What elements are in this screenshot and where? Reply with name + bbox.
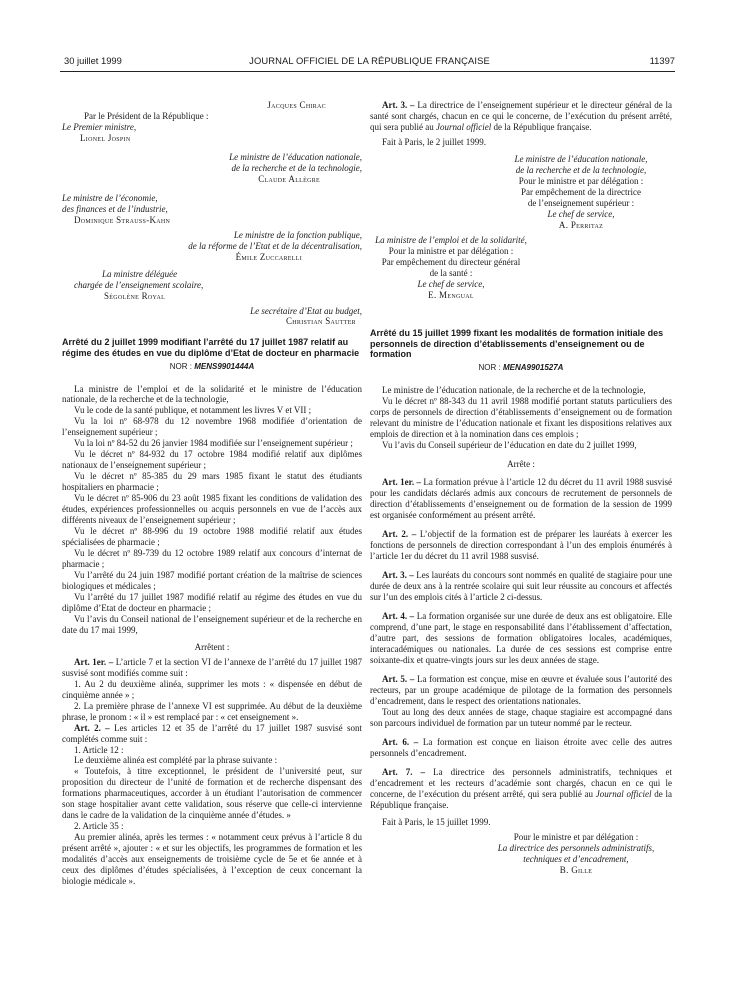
article-text: de la République française. <box>370 788 673 810</box>
article <box>370 477 672 521</box>
signatory-title: Le ministre de l’économie, <box>62 192 158 203</box>
arrete-heading: Arrête : <box>507 458 535 469</box>
signatory-title: de la recherche et de la technologie, <box>515 164 647 175</box>
signatory-title: Le chef de service, <box>547 208 615 219</box>
nor-reference <box>370 363 672 373</box>
signature-line: Par empêchement de la directrice <box>521 186 641 197</box>
paragraph: « Toutefois, à titre exceptionnel, le président de l’université peut, sur proposition du directeur de l’unité de formation et de recherche dispensant des formations pharmaceutiques, accorder à un étudiant l’autorisation de commencer son stage hospitalier avant cette validation, sous réserve que celle-ci intervienne dans le cadre de la validation de la cinquième année d’études. » <box>62 766 362 821</box>
paragraph: Vu le décret nº 85-385 du 29 mars 1985 fixant le statut des étudiants hospitaliers en pharmacie ; <box>62 471 362 493</box>
signatory-title: Le secrétaire d’Etat au budget, <box>250 305 362 316</box>
paragraph: Vu le décret nº 89-739 du 12 octobre 1989 relatif aux concours d’internat de pharmacie ; <box>62 548 362 569</box>
signature-block-1 <box>62 100 362 327</box>
signatory-name: B. Gille <box>559 864 593 875</box>
article-text: L’article 7 et la section VI de l’annexe de l’arrêté du 17 juillet 1987 susvisé sont modifiés comme suit : <box>62 656 363 678</box>
signatory-title: de la réforme de l’Etat et de la décentralisation, <box>188 240 362 251</box>
article-label: Art. 2. – <box>74 722 110 733</box>
paragraph: 1. Article 12 : <box>74 744 124 755</box>
signatory-name: Jacques Chirac <box>267 100 326 110</box>
nor-code: MENA9901527A <box>502 362 564 372</box>
article-label: Art. 7. – <box>382 766 426 777</box>
paragraph: Vu le décret nº 85-906 du 23 août 1985 fixant les conditions de validation des études, expériences professionnelles ou acquis personnels en vue de l’accès aux différents niveaux de l’enseignement supérieur ; <box>62 493 362 526</box>
article <box>62 723 362 745</box>
signature-line: Par le Président de la République : <box>84 110 209 121</box>
header-rule <box>60 71 675 72</box>
journal-officiel-ref: Journal officiel <box>595 788 652 799</box>
signatory-name: Lionel Jospin <box>80 132 131 143</box>
page-header <box>64 55 675 71</box>
paragraph: Vu l’arrêté du 17 juillet 1987 modifié relatif au régime des études en vue du diplôme d’Etat de docteur en pharmacie ; <box>62 591 362 613</box>
article-text: La formation est conçue en liaison étroite avec celle des autres personnels d’encadrement. <box>370 736 673 758</box>
fait-a-paris: Fait à Paris, le 2 juillet 1999. <box>382 136 486 147</box>
paragraph: Vu l’avis du Conseil national de l’enseignement supérieur et de la recherche en date du 17 mai 1999, <box>62 613 362 635</box>
article-label: Art. 2. – <box>382 529 417 540</box>
signatory-name: Claude Allègre <box>258 173 320 184</box>
nor-label: NOR : <box>169 361 192 371</box>
journal-officiel-ref: Journal officiel <box>435 121 492 132</box>
signature-line: Pour le ministre et par délégation : <box>513 831 639 842</box>
decree-title: Arrêté du 15 juillet 1999 fixant les modalités de formation initiale des personnels de direction d’établissements d’enseignement ou de formation <box>370 328 664 359</box>
nor-reference <box>62 362 362 372</box>
right-column <box>370 100 672 876</box>
paragraph: Vu le code de la santé publique, et notamment les livres V et VII ; <box>74 405 312 416</box>
article-text: La formation est conçue, mise en œuvre et évaluée sous l’autorité des recteurs, par un groupe académique de pilotage de la formation des personnels d’encadrement, dans le respect des orientations nationales. <box>370 674 672 706</box>
article-text: Les lauréats du concours sont nommés en qualité de stagiaire pour une durée de deux ans à la rentrée scolaire qui suit leur réussite au concours et affectés sur l’un des emplois cités à l’article 2 ci-dessus. <box>370 570 672 603</box>
signatory-title: La ministre de l’emploi et de la solidarité, <box>375 234 527 245</box>
signatory-name: Christian Sautter <box>285 316 356 327</box>
article <box>370 611 672 666</box>
signatory-title: Le Premier ministre, <box>62 121 137 132</box>
signature-line: Par empêchement du directeur général <box>381 256 521 267</box>
article-text: de la République française. <box>493 121 592 132</box>
article-label: Art. 5. – <box>382 674 415 684</box>
header-date: 30 juillet 1999 <box>64 55 122 66</box>
article-label: Art. 1er. – <box>382 477 421 488</box>
article <box>370 767 672 811</box>
signature-block-2 <box>370 154 672 231</box>
paragraph: Vu l’arrêté du 24 juin 1987 modifié portant création de la maîtrise de sciences biologiques et médicales ; <box>62 569 362 591</box>
article-label: Art. 4. – <box>382 611 415 622</box>
paragraph: Vu la loi nº 84-52 du 26 janvier 1984 modifiée sur l’enseignement supérieur ; <box>74 438 353 449</box>
paragraph: Vu la loi nº 68-978 du 12 novembre 1968 modifiée d’orientation de l’enseignement supérieur ; <box>62 416 362 438</box>
article <box>370 529 672 562</box>
signatory-title: des finances et de l’industrie, <box>62 203 168 214</box>
signatory-name: A. Perritaz <box>558 219 604 230</box>
signatory-title: La ministre déléguée <box>102 268 178 279</box>
article-text: La formation prévue à l’article 12 du décret du 11 avril 1988 susvisé pour les candidats déclarés admis aux concours de recrutement de personnels de direction d’établissements d’enseignement ou de formation de la session de 1999 est organisée conformément au présent arrêté. <box>370 477 673 521</box>
arretent-heading: Arrêtent : <box>194 641 230 652</box>
signature-block-3 <box>370 235 672 301</box>
article-label: Art. 1er. – <box>74 656 114 667</box>
paragraph: 1. Au 2 du deuxième alinéa, supprimer les mots : « dispensée en début de cinquième année » ; <box>62 678 362 700</box>
signature-line: Pour la ministre et par délégation : <box>388 245 514 256</box>
header-journal-title: JOURNAL OFFICIEL DE LA RÉPUBLIQUE FRANÇAISE <box>249 55 490 66</box>
paragraph: Vu le décret nº 84-932 du 17 octobre 1984 modifié relatif aux diplômes nationaux de l’enseignement supérieur ; <box>62 449 362 471</box>
left-column <box>62 100 362 887</box>
signatory-name: Dominique Strauss-Kahn <box>74 214 171 225</box>
signatory-title: Le ministre de l’éducation nationale, <box>514 153 648 164</box>
paragraph: La ministre de l’emploi et de la solidarité et le ministre de l’éducation nationale, de la recherche et de la technologie, <box>62 383 362 405</box>
article <box>370 100 672 133</box>
paragraph: Au premier alinéa, après les termes : « notamment ceux prévus à l’article 8 du présent arrêté », ajouter : « et sur les objectifs, les programmes de formation et les modalités d’accès aux enseignements de troisième cycle de 5e et 6e année et à ceux des diplômes d’études spécialisées, à l’exception de ceux concernant la biologie médicale ». <box>62 832 362 887</box>
paragraph: Vu le décret nº 88-996 du 19 octobre 1988 modifié relatif aux études spécialisées de pharmacie ; <box>62 526 362 548</box>
signatory-title: techniques et d’encadrement, <box>523 853 629 864</box>
article <box>370 674 672 707</box>
signatory-name: E. Mengual <box>428 289 474 300</box>
signature-line: de l’enseignement supérieur : <box>527 197 635 208</box>
paragraph: Le ministre de l’éducation nationale, de la recherche et de la technologie, <box>382 384 646 395</box>
signature-line: Pour le ministre et par délégation : <box>518 175 644 186</box>
article-text: La directrice des personnels administratifs, techniques et d’encadrement et les recteurs d’académie sont chargés, chacun en ce qui le concerne, de l’exécution du présent arrêté, qui sera publié au <box>370 766 672 799</box>
paragraph: Le deuxième alinéa est complété par la phrase suivante : <box>74 755 278 766</box>
article-text: Les articles 12 et 35 de l’arrêté du 17 juillet 1987 susvisé sont complétés comme suit : <box>62 722 363 744</box>
signatory-title: de la recherche et de la technologie, <box>231 162 362 173</box>
signatory-title: Le chef de service, <box>417 278 485 289</box>
article-label: Art. 3. – <box>382 570 414 581</box>
paragraph: Vu le décret nº 88-343 du 11 avril 1988 modifié portant statuts particuliers des corps de personnels de direction d’établissements d’enseignement ou de formation relevant du ministre de l’éducation nationale et fixant les dispositions relatives aux emplois de direction et à la nomination dans ces emplois ; <box>370 395 672 439</box>
article-text: L’objectif de la formation est de préparer les lauréats à exercer les fonctions de personnels de direction correspondant à l’un des emplois énumérés à l’article 1er du décret du 11 avril 1988 susvisé. <box>370 529 672 562</box>
signatory-title: Le ministre de l’éducation nationale, <box>229 151 362 162</box>
signatory-title: Le ministre de la fonction publique, <box>233 229 362 240</box>
article-label: Art. 3. – <box>382 100 415 110</box>
decree-title: Arrêté du 2 juillet 1999 modifiant l’arrêté du 17 juillet 1987 relatif au régime des études en vue du diplôme d’Etat de docteur en pharmacie <box>62 337 360 358</box>
signature-block-4 <box>370 832 672 876</box>
nor-code: MENS9901444A <box>194 361 255 371</box>
article <box>370 737 672 759</box>
signatory-name: Émile Zuccarelli <box>235 251 302 262</box>
signatory-title: La directrice des personnels administratifs, <box>497 842 655 853</box>
nor-label: NOR : <box>478 362 501 372</box>
signatory-name: Ségolène Royal <box>104 290 166 301</box>
header-page-number: 11397 <box>649 55 675 66</box>
signatory-title: chargée de l’enseignement scolaire, <box>74 279 204 290</box>
article-text: La formation organisée sur une durée de deux ans est obligatoire. Elle comprend, d’une part, le stage en responsabilité dans l’établissement d’affectation, d’autre part, des sessions de formation obligatoires locales, académiques, interacadémiques ou nationales. La durée de ces sessions est comprise entre soixante-dix et quatre-vingts jours sur les deux années de stage. <box>370 611 673 666</box>
article <box>370 570 672 603</box>
paragraph: 2. La première phrase de l’annexe VI est supprimée. Au début de la deuxième phrase, le pronom : « il » est remplacé par : « cet enseignement ». <box>62 700 362 722</box>
article <box>62 657 362 679</box>
paragraph: Tout au long des deux années de stage, chaque stagiaire est accompagné dans son parcours individuel de formation par un tuteur nommé par le recteur. <box>370 706 672 728</box>
paragraph: Vu l’avis du Conseil supérieur de l’éducation en date du 2 juillet 1999, <box>382 439 637 450</box>
paragraph: 2. Article 35 : <box>74 821 124 832</box>
signature-line: de la santé : <box>429 267 473 278</box>
article-text: La directrice de l’enseignement supérieur et le directeur général de la santé sont chargés, chacun en ce qui le concerne, de l’exécution du présent arrêté, qui sera publié au <box>370 100 672 132</box>
article-label: Art. 6. – <box>382 736 419 747</box>
fait-a-paris: Fait à Paris, le 15 juillet 1999. <box>382 816 491 827</box>
